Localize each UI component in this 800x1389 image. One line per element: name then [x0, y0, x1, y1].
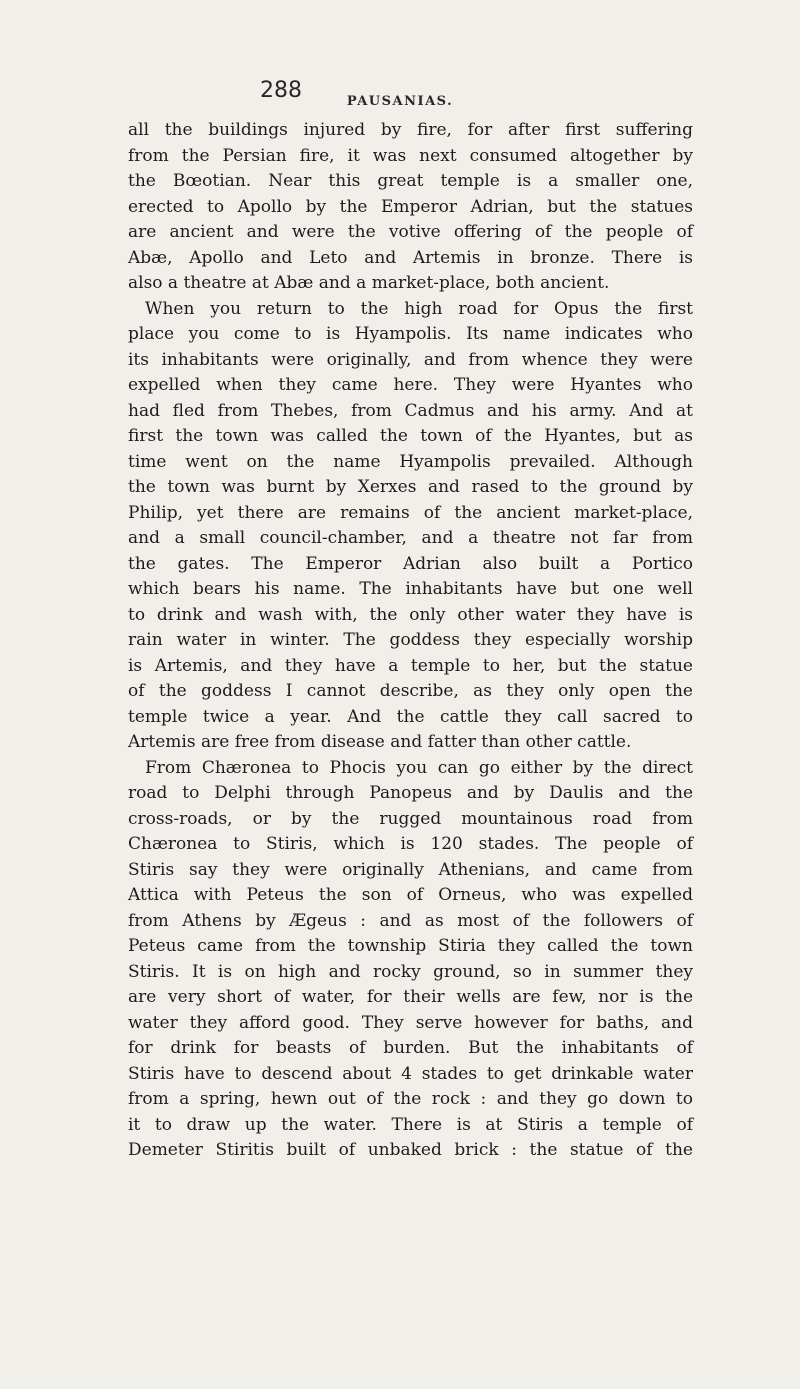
text-line: temple twice a year. And the cattle they call sacred to [128, 706, 693, 727]
text-line: erected to Apollo by the Emperor Adrian, but the statues [128, 196, 693, 217]
text-line: is Artemis, and they have a temple to her, but the statue [128, 655, 693, 676]
text-line: all the buildings injured by fire, for after first suffering [128, 120, 693, 140]
text-line: time went on the name Hyampolis prevailed. Although [128, 451, 693, 472]
text-line: cross-roads, or by the rugged mountainous road from [128, 808, 693, 829]
text-line: are very short of water, for their wells are few, nor is the [128, 987, 693, 1007]
text-line: Stiris have to descend about 4 stades to get drinkable water [128, 1063, 693, 1084]
text-line: expelled when they came here. They were Hyantes who [128, 375, 693, 395]
text-line: Peteus came from the township Stiria they called the town [128, 936, 693, 956]
text-line: from the Persian fire, it was next consumed altogether by [128, 145, 693, 166]
running-head: PAUSANIAS. [346, 94, 454, 109]
text-line: Artemis are free from disease and fatter than other cattle. [128, 732, 632, 752]
body-text [128, 118, 693, 1164]
text-line: also a theatre at Abæ and a market-place, both ancient. [128, 273, 610, 293]
text-line: had fled from Thebes, from Cadmus and his army. And at [128, 400, 693, 421]
text-line: first the town was called the town of the Hyantes, but as [128, 426, 693, 446]
text-line: from a spring, hewn out of the rock : and they go down to [128, 1089, 693, 1109]
text-line: Attica with Peteus the son of Orneus, who was expelled [128, 885, 693, 905]
text-line: Demeter Stiritis built of unbaked brick : the statue of the [128, 1140, 693, 1160]
text-line: Philip, yet there are remains of the ancient market-place, [128, 502, 693, 523]
text-line: Stiris. It is on high and rocky ground, so in summer they [128, 961, 693, 982]
text-line: When you return to the high road for Opus the first [145, 298, 693, 319]
text-line: are ancient and were the votive offering of the people of [128, 222, 693, 242]
text-line: place you come to is Hyampolis. Its name indicates who [128, 324, 693, 344]
text-line: from Athens by Ægeus : and as most of the followers of [128, 910, 693, 931]
text-line: the gates. The Emperor Adrian also built a Portico [128, 553, 693, 574]
text-line: From Chæronea to Phocis you can go either by the direct [145, 757, 693, 778]
text-line: and a small council-chamber, and a theatre not far from [128, 528, 693, 548]
text-line: it to draw up the water. There is at Stiris a temple of [128, 1114, 693, 1135]
text-line: Chæronea to Stiris, which is 120 stades. The people of [128, 834, 693, 854]
text-line: road to Delphi through Panopeus and by Daulis and the [128, 783, 693, 803]
text-line: to drink and wash with, the only other water they have is [128, 604, 693, 625]
text-line: Stiris say they were originally Athenians, and came from [128, 859, 693, 880]
text-line: its inhabitants were originally, and from whence they were [128, 349, 693, 370]
text-line: of the goddess I cannot describe, as they only open the [128, 681, 693, 701]
text-line: rain water in winter. The goddess they especially worship [128, 630, 693, 650]
text-line: the Bœotian. Near this great temple is a smaller one, [128, 171, 693, 191]
text-line: for drink for beasts of burden. But the inhabitants of [128, 1038, 693, 1058]
text-line: which bears his name. The inhabitants have but one well [128, 579, 693, 599]
page-number: 288 [260, 78, 302, 103]
text-line: Abæ, Apollo and Leto and Artemis in bronze. There is [128, 247, 693, 268]
text-line: water they afford good. They serve however for baths, and [128, 1012, 693, 1033]
text-line: the town was burnt by Xerxes and rased to the ground by [128, 477, 693, 497]
